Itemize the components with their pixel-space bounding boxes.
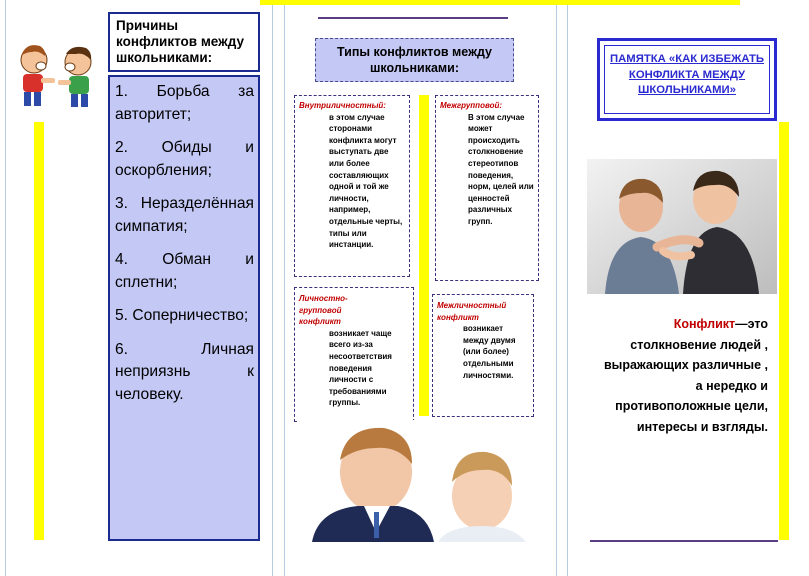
right-bottom-divider bbox=[590, 540, 778, 542]
middle-yellow-bar bbox=[419, 95, 429, 416]
fold-guide-4 bbox=[567, 0, 568, 576]
definition-text: —это столкновение людей , выражающих различные , а нередко и противоположные цели, интересы и взгляды. bbox=[603, 317, 768, 434]
top-yellow-strip bbox=[260, 0, 740, 5]
cause-item-5: 5. Соперничество; bbox=[115, 307, 249, 324]
fold-guide-left bbox=[5, 0, 6, 576]
left-yellow-bar bbox=[34, 122, 44, 540]
causes-title: Причины конфликтов между школьниками: bbox=[108, 12, 260, 72]
type-box-personal-group bbox=[294, 287, 414, 422]
type-body-intrapersonal: в этом случае сторонами конфликта могут выступать две или более составляющих одной и той же личности, например, отдельные черты, типы или инстанции. bbox=[329, 112, 403, 250]
arguing-kids-clipart bbox=[14, 40, 102, 112]
cause-item-1: 1. Борьба за авторитет; bbox=[115, 83, 254, 123]
type-head-personal-group: Личностно-групповой конфликт bbox=[299, 294, 348, 327]
type-box-interpersonal bbox=[432, 294, 534, 417]
causes-list bbox=[108, 75, 260, 541]
type-head-interpersonal: Межличностный конфликт bbox=[437, 301, 507, 322]
type-body-intergroup: В этом случае может происходить столкновение стереотипов поведения, норм, целей или ценностей различных групп. bbox=[468, 112, 534, 226]
right-yellow-bar bbox=[779, 122, 789, 540]
types-title: Типы конфликтов между школьниками: bbox=[315, 38, 514, 82]
type-box-intrapersonal bbox=[294, 95, 410, 277]
cause-item-3: 3. Неразделённая симпатия; bbox=[115, 195, 254, 235]
definition-keyword: Конфликт bbox=[673, 317, 736, 331]
two-boys-face-to-face-photo bbox=[298, 420, 530, 542]
two-boys-fighting-photo bbox=[587, 159, 777, 294]
memo-title-box bbox=[597, 38, 777, 121]
cause-item-2: 2. Обиды и оскорбления; bbox=[115, 139, 254, 179]
fold-guide-2 bbox=[284, 0, 285, 576]
type-head-intrapersonal: Внутриличностный: bbox=[299, 101, 386, 110]
type-body-interpersonal: возникает между двумя (или более) отдельными личностями. bbox=[463, 324, 516, 380]
type-box-intergroup bbox=[435, 95, 539, 281]
cause-item-4: 4. Обман и сплетни; bbox=[115, 251, 254, 291]
type-body-personal-group: возникает чаще всего из-за несоответствия поведения личности с требованиями группы. bbox=[329, 328, 392, 408]
conflict-definition bbox=[598, 314, 768, 437]
cause-item-6: 6. Личная неприязнь к человеку. bbox=[115, 340, 254, 403]
memo-title: ПАМЯТКА «КАК ИЗБЕЖАТЬ КОНФЛИКТА МЕЖДУ ШКОЛЬНИКАМИ» bbox=[604, 45, 770, 114]
type-head-intergroup: Межгрупповой: bbox=[440, 101, 503, 110]
middle-top-divider bbox=[318, 17, 508, 19]
fold-guide-1 bbox=[272, 0, 273, 576]
fold-guide-3 bbox=[556, 0, 557, 576]
